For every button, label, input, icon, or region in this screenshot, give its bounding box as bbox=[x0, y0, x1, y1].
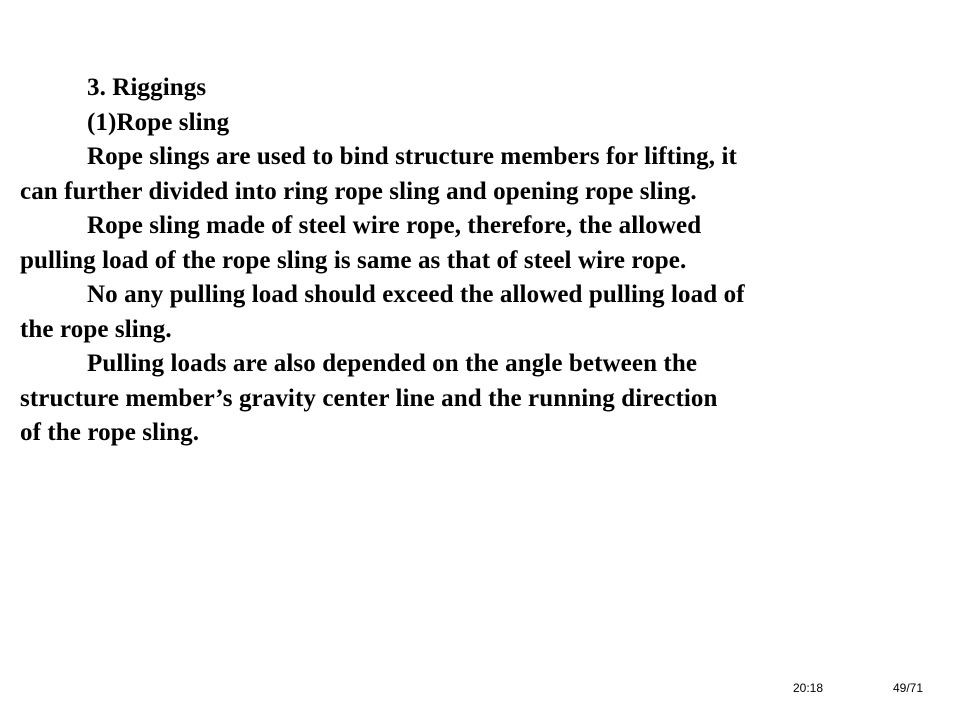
paragraph-1 bbox=[20, 140, 940, 209]
paragraph-line: Rope slings are used to bind structure members for lifting, it bbox=[87, 143, 737, 170]
paragraph-line: Pulling loads are also depended on the angle between the bbox=[87, 350, 698, 377]
paragraph-4 bbox=[20, 347, 940, 451]
paragraph-line: No any pulling load should exceed the allowed pulling load of bbox=[87, 281, 745, 308]
subsection-heading: (1)Rope sling bbox=[87, 108, 230, 136]
paragraph-line: pulling load of the rope sling is same as that of steel wire rope. bbox=[20, 246, 687, 274]
paragraph-3 bbox=[20, 278, 940, 347]
footer-time: 20:18 bbox=[793, 681, 824, 695]
slide-body bbox=[20, 71, 940, 451]
paragraph-line: structure member’s gravity center line and the running direction bbox=[20, 384, 718, 412]
footer-page-number: 49/71 bbox=[893, 681, 924, 695]
paragraph-line: can further divided into ring rope sling and opening rope sling. bbox=[20, 177, 697, 205]
paragraph-line: of the rope sling. bbox=[20, 419, 200, 446]
section-heading: 3. Riggings bbox=[87, 74, 207, 101]
paragraph-2 bbox=[20, 209, 940, 278]
paragraph-line: Rope sling made of steel wire rope, therefore, the allowed bbox=[87, 212, 702, 239]
paragraph-line: the rope sling. bbox=[20, 315, 172, 343]
